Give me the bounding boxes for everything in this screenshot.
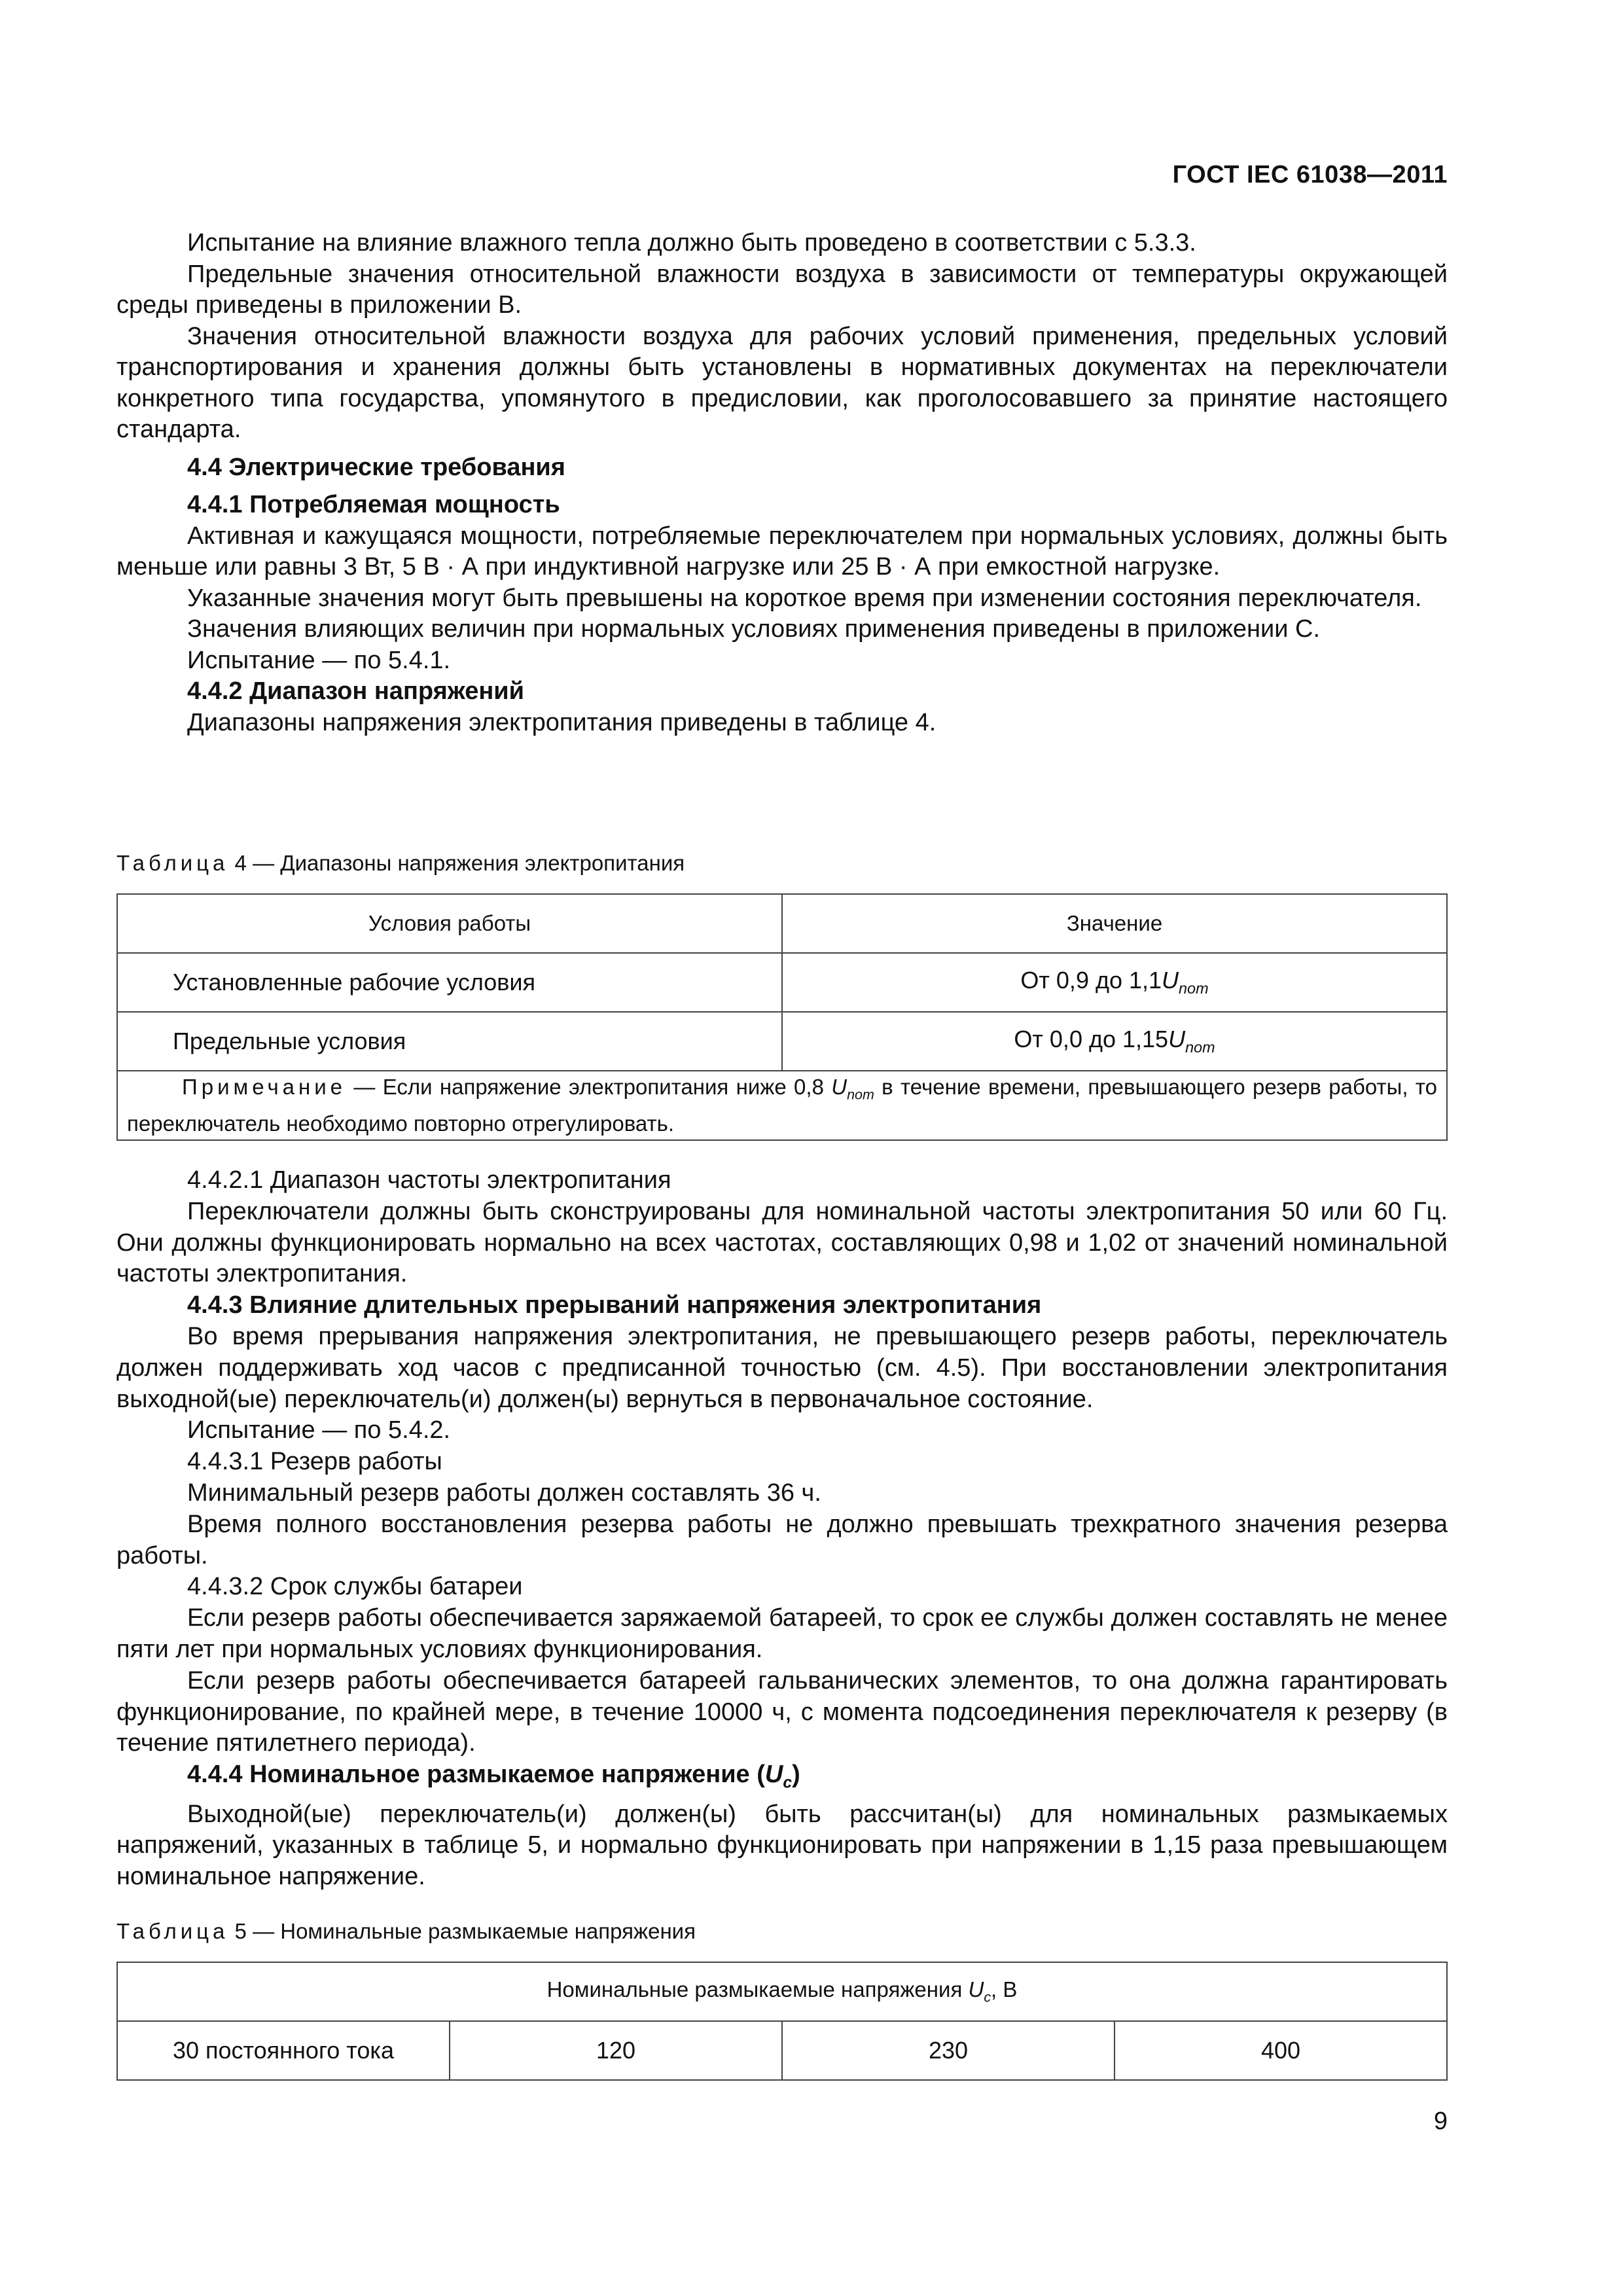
table-note	[117, 1071, 1447, 1140]
paragraph: Выходной(ые) переключатель(и) должен(ы) быть рассчитан(ы) для номинальных размыкаемых напряжений, указанных в таблице 5, и нормально функционировать при напряжении в 1,15 раза превышающем номинальное напряжение.	[116, 1800, 1448, 1891]
table-4-caption	[116, 850, 1448, 876]
heading-4-4-2: 4.4.2 Диапазон напряжений	[187, 677, 525, 705]
table-cell	[782, 953, 1447, 1012]
table-row	[117, 953, 1447, 1012]
paragraph: Предельные значения относительной влажности воздуха в зависимости от температуры окружающей среды приведены в приложении В.	[116, 260, 1448, 319]
table-row	[117, 1071, 1447, 1140]
paragraph: Значения относительной влажности воздуха для рабочих условий применения, предельных условий транспортирования и хранения должны быть установлены в нормативных документах на переключатели конкретного типа государства, упомянутого в предисловии, как проголосовавшего за принятие настоящего стандарта.	[116, 322, 1448, 443]
paragraph: Испытание на влияние влажного тепла должно быть проведено в соответствии с 5.3.3.	[187, 229, 1196, 257]
table-cell: Установленные рабочие условия	[117, 953, 782, 1012]
table-row	[117, 1012, 1447, 1071]
paragraph: Активная и кажущаяся мощности, потребляемые переключателем при нормальных условиях, должны быть меньше или равны 3 Вт, 5 В · А при индуктивной нагрузке или 25 В · А при емкостной нагрузке.	[116, 522, 1448, 581]
table-5	[116, 1962, 1448, 2081]
u-subscript: nom	[1179, 980, 1209, 997]
standard-code: ГОСТ IEC 61038—2011	[1172, 161, 1448, 188]
paragraph: Переключатели должны быть сконструированы для номинальной частоты электропитания 50 или 60 Гц. Они должны функционировать нормально на всех частотах, составляющих 0,98 и 1,02 от значений номинальной частоты электропитания.	[116, 1197, 1448, 1288]
column-header: Условия работы	[117, 894, 782, 953]
table-5-block	[116, 1918, 1448, 2081]
heading-4-4-1: 4.4.1 Потребляемая мощность	[187, 491, 560, 518]
note-text: — Если напряжение электропитания ниже 0,8	[346, 1075, 832, 1099]
table-cell: 400	[1115, 2021, 1447, 2080]
u-subscript: nom	[1185, 1039, 1215, 1056]
heading-4-4-4	[116, 1759, 1448, 1799]
subheading-4-4-2-1: 4.4.2.1 Диапазон частоты электропитания	[187, 1166, 671, 1194]
u-symbol: U	[1168, 1026, 1186, 1053]
document-page	[116, 0, 1448, 2296]
table-cell: 230	[782, 2021, 1115, 2080]
table-row	[117, 2021, 1447, 2080]
table-4	[116, 893, 1448, 1141]
subheading-4-4-3-2: 4.4.3.2 Срок службы батареи	[187, 1573, 523, 1601]
header-text: Номинальные размыкаемые напряжения	[546, 1977, 969, 2002]
table-cell: 30 постоянного тока	[117, 2021, 450, 2080]
table-cell	[782, 1012, 1447, 1071]
paragraph: Если резерв работы обеспечивается заряжаемой батареей, то срок ее службы должен составлять не менее пяти лет при нормальных условиях функционирования.	[116, 1604, 1448, 1663]
uc-subscript: c	[984, 1989, 991, 2005]
caption-text: 4 — Диапазоны напряжения электропитания	[228, 851, 685, 875]
paragraph: Указанные значения могут быть превышены на короткое время при изменении состояния переключателя.	[187, 584, 1422, 612]
caption-word: Таблица	[116, 851, 229, 875]
table-5-caption	[116, 1918, 1448, 1945]
paragraph: Испытание — по 5.4.1.	[187, 646, 451, 674]
subheading-4-4-3-1: 4.4.3.1 Резерв работы	[187, 1448, 442, 1476]
paragraph: Во время прерывания напряжения электропитания, не превышающего резерв работы, переключатель должен поддерживать ход часов с предписанной точностью (см. 4.5). При восстановлении электропитания выходной(ые) переключатель(и) должен(ы) вернуться в первоначальное состояние.	[116, 1322, 1448, 1413]
paragraph: Минимальный резерв работы должен составлять 36 ч.	[187, 1479, 821, 1507]
u-symbol: U	[1162, 967, 1179, 994]
section-top	[116, 228, 1448, 738]
heading-text: )	[792, 1761, 800, 1789]
table-cell: Предельные условия	[117, 1012, 782, 1071]
page-number: 9	[1433, 2108, 1448, 2135]
paragraph: Значения влияющих величин при нормальных условиях применения приведены в приложении С.	[187, 615, 1321, 643]
note-word: Примечание	[182, 1075, 347, 1099]
u-subscript: nom	[847, 1086, 874, 1103]
value-text: От 0,9 до 1,1	[1020, 967, 1162, 994]
heading-4-4-3: 4.4.3 Влияние длительных прерываний напряжения электропитания	[187, 1291, 1042, 1319]
heading-4-4: 4.4 Электрические требования	[187, 453, 565, 481]
table-row	[117, 894, 1447, 953]
paragraph: Если резерв работы обеспечивается батареей гальванических элементов, то она должна гарантировать функционирование, по крайней мере, в течение 10000 ч, с момента подсоединения переключателя к резерву (в течение пятилетнего периода).	[116, 1666, 1448, 1757]
table-row	[117, 1962, 1447, 2021]
paragraph: Испытание — по 5.4.2.	[187, 1416, 451, 1444]
column-header	[117, 1962, 1447, 2021]
uc-subscript: c	[783, 1774, 793, 1792]
caption-word: Таблица	[116, 1919, 229, 1943]
heading-text: 4.4.4 Номинальное размыкаемое напряжение (	[187, 1761, 765, 1789]
uc-symbol: U	[764, 1761, 783, 1789]
table-4-block	[116, 850, 1448, 1141]
paragraph: Время полного восстановления резерва работы не должно превышать трехкратного значения резерва работы.	[116, 1510, 1448, 1570]
uc-symbol: U	[968, 1977, 984, 2002]
paragraph: Диапазоны напряжения электропитания приведены в таблице 4.	[187, 708, 936, 736]
note-text: в течение времени, превышающего резерв работы, то переключатель необходимо повторно отрегулировать.	[127, 1075, 1437, 1136]
header-unit: , В	[991, 1977, 1018, 2002]
table-cell: 120	[450, 2021, 782, 2080]
section-mid	[116, 1165, 1448, 1893]
value-text: От 0,0 до 1,15	[1014, 1026, 1169, 1053]
column-header: Значение	[782, 894, 1447, 953]
u-symbol: U	[831, 1075, 847, 1099]
caption-text: 5 — Номинальные размыкаемые напряжения	[228, 1919, 696, 1943]
